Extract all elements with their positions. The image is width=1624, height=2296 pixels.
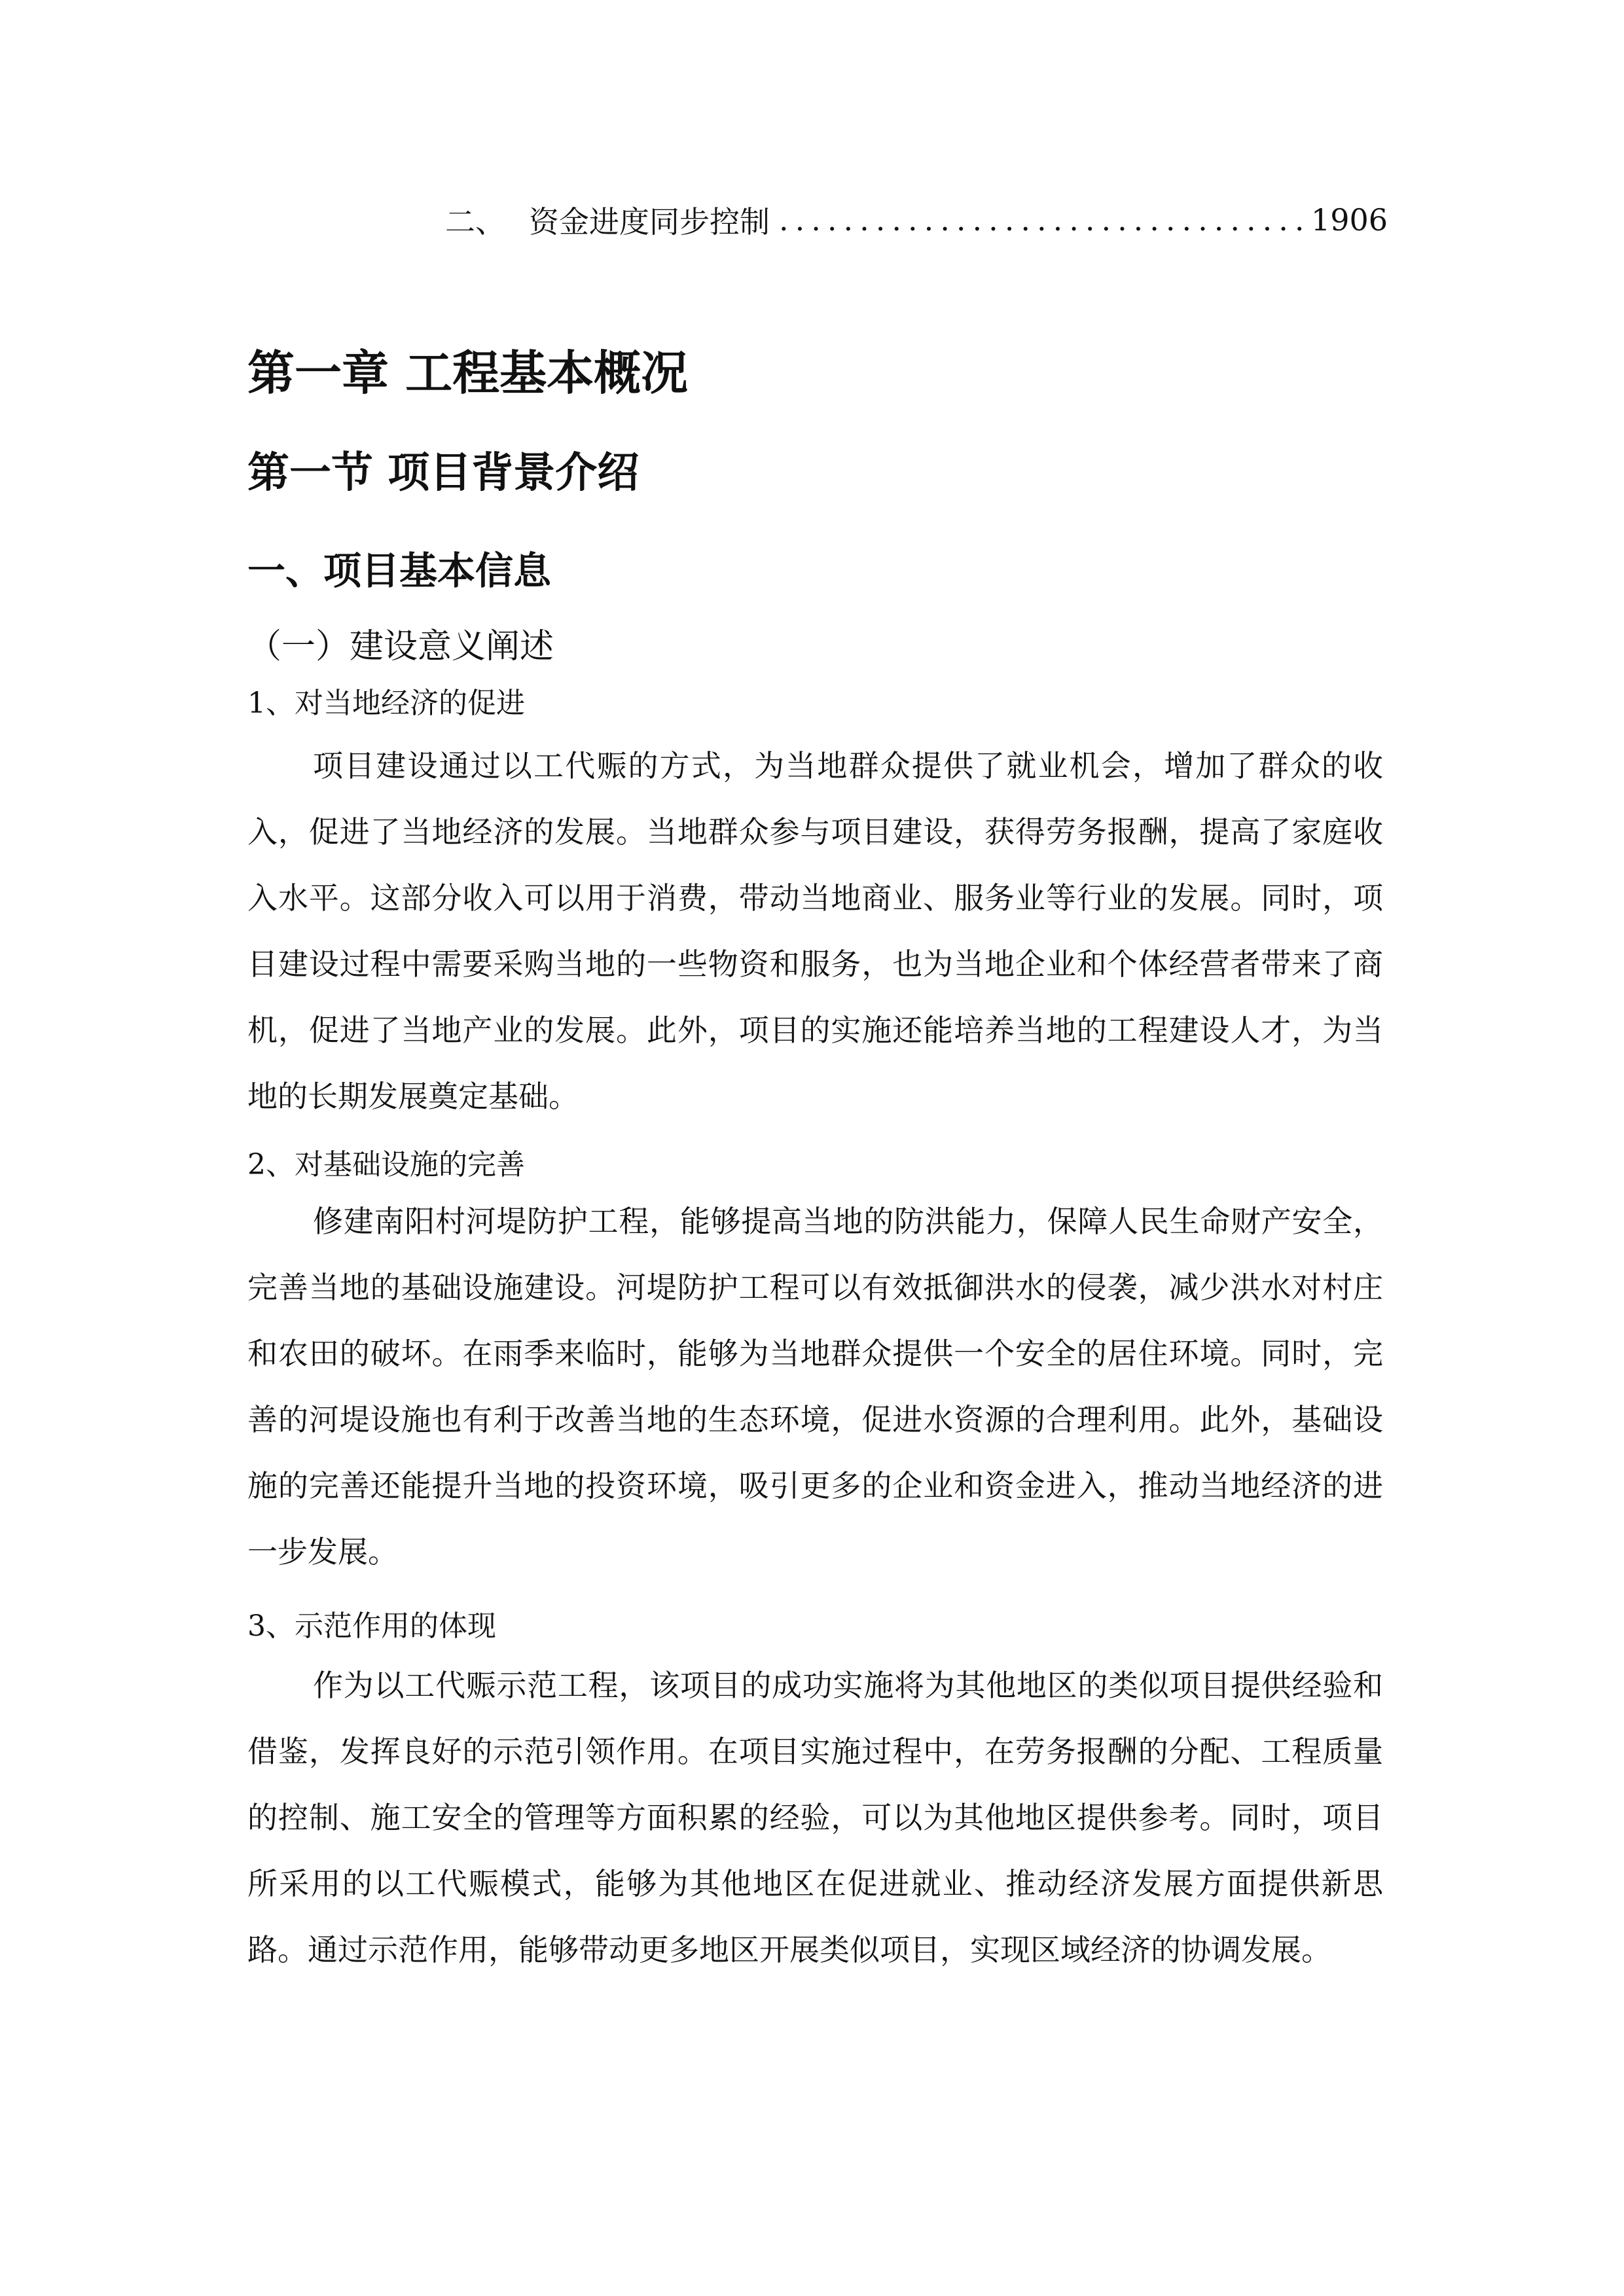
toc-entry-title: 资金进度同步控制: [529, 204, 770, 240]
subitem-heading: （一）建设意义阐述: [247, 627, 554, 666]
toc-dot-leader: [779, 202, 1302, 238]
section-heading: 第一节 项目背景介绍: [247, 449, 640, 497]
point-body-economy: 项目建设通过以工代赈的方式，为当地群众提供了就业机会，增加了群众的收入，促进了当地经济的发展。当地群众参与项目建设，获得劳务报酬，提高了家庭收入水平。这部分收入可以用于消费，带动当地商业、服务业等行业的发展。同时，项目建设过程中需要采购当地的一些物资和服务，也为当地企业和个体经营者带来了商机，促进了当地产业的发展。此外，项目的实施还能培养当地的工程建设人才，为当地的长期发展奠定基础。: [247, 748, 1383, 1114]
point-body-infrastructure: 修建南阳村河堤防护工程，能够提高当地的防洪能力，保障人民生命财产安全，完善当地的基础设施建设。河堤防护工程可以有效抵御洪水的侵袭，减少洪水对村庄和农田的破坏。在雨季来临时，能够为当地群众提供一个安全的居住环境。同时，完善的河堤设施也有利于改善当地的生态环境，促进水资源的合理利用。此外，基础设施的完善还能提升当地的投资环境，吸引更多的企业和资金进入，推动当地经济的进一步发展。: [247, 1204, 1383, 1570]
chapter-heading: 第一章 工程基本概况: [247, 346, 689, 401]
toc-entry-number: 二、: [445, 204, 505, 240]
toc-entry-page-number: 1906: [1310, 202, 1388, 238]
point-title-infrastructure: 2、对基础设施的完善: [247, 1148, 525, 1181]
toc-entry[interactable]: [445, 194, 1388, 246]
point-body-demonstration: 作为以工代赈示范工程，该项目的成功实施将为其他地区的类似项目提供经验和借鉴，发挥良好的示范引领作用。在项目实施过程中，在劳务报酬的分配、工程质量的控制、施工安全的管理等方面积累的经验，可以为其他地区提供参考。同时，项目所采用的以工代赈模式，能够为其他地区在促进就业、推动经济发展方面提供新思路。通过示范作用，能够带动更多地区开展类似项目，实现区域经济的协调发展。: [247, 1668, 1383, 1967]
point-title-demonstration: 3、示范作用的体现: [247, 1609, 496, 1643]
point-title-economy: 1、对当地经济的促进: [247, 687, 525, 720]
item-heading: 一、项目基本信息: [247, 548, 552, 593]
